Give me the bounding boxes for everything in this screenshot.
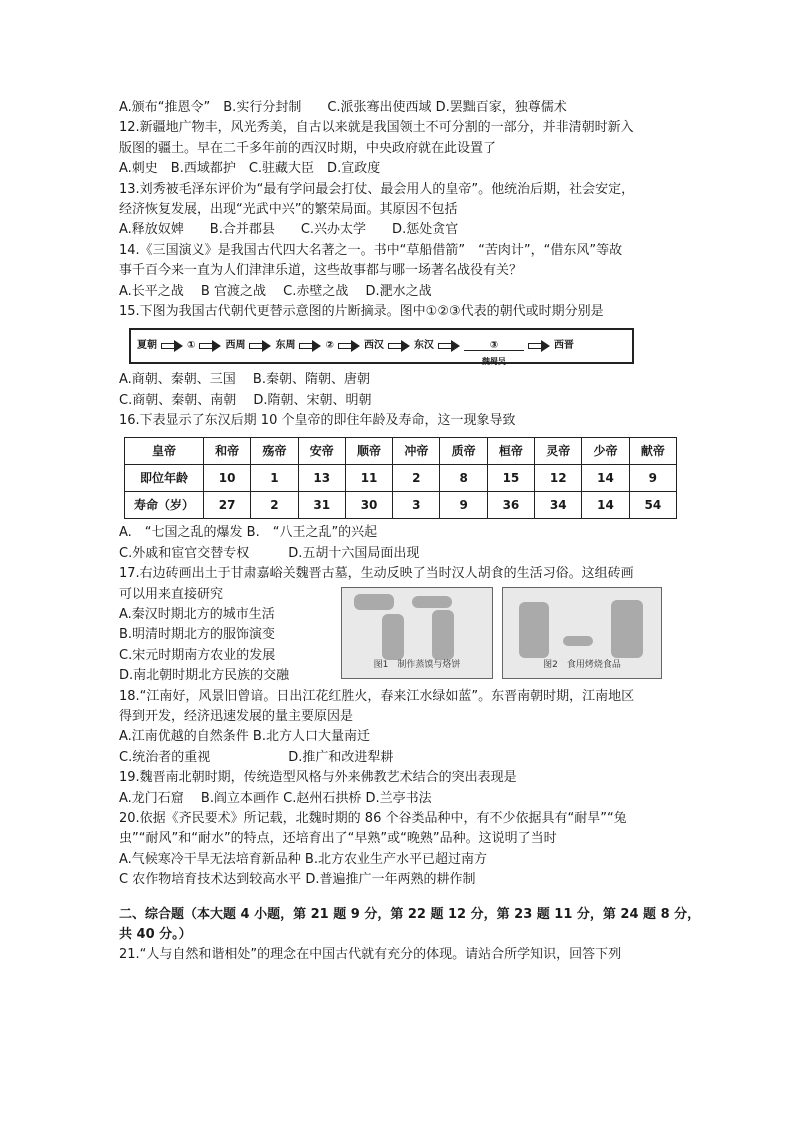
table-cell: 少帝: [582, 438, 629, 465]
table-cell: 质帝: [440, 438, 487, 465]
q20-options-a: A.气候寒冷干旱无法培育新品种 B.北方农业生产水平已超过南方: [119, 851, 487, 867]
exam-page: [119, 98, 701, 966]
q12-stem: 12.新疆地广物丰，风光秀美，自古以来就是我国领土不可分割的一部分，并非清朝时新入: [119, 120, 634, 136]
q17-stem-cont: 可以用来直接研究: [119, 586, 224, 602]
table-cell: 31: [298, 492, 345, 519]
table-row: [125, 492, 677, 519]
table-cell: 12: [535, 465, 582, 492]
q20-stem: 20.依据《齐民要术》所记载，北魏时期的 86 个谷类品种中，有不少依据具有“耐旱”“兔: [119, 810, 627, 826]
q12-options: A.刺史 B.西域都护 C.驻藏大臣 D.宣政度: [119, 161, 381, 177]
q17-stem: 17.右边砖画出土于甘肃嘉峪关魏晋古墓，生动反映了当时汉人胡食的生活习俗。这组砖画: [119, 566, 634, 582]
figure-shape: [611, 600, 643, 658]
table-cell: 14: [582, 465, 629, 492]
arrow-icon: [199, 340, 221, 352]
arrow-icon: [338, 340, 360, 352]
q15-options-a: A.商朝、秦朝、三国 B.秦朝、隋朝、唐朝: [119, 372, 370, 388]
table-header-cell: 寿命（岁）: [125, 492, 204, 519]
q16-options-b: C.外戚和宦官交替专权 D.五胡十六国局面出现: [119, 545, 420, 561]
q18-options-a: A.江南优越的自然条件 B.北方人口大量南迁: [119, 729, 370, 745]
table-cell: 13: [298, 465, 345, 492]
q14-stem-cont: 事千百今来一直为人们津津乐道，这些故事都与哪一场著名战役有关？: [119, 263, 523, 279]
table-cell: 献帝: [629, 438, 676, 465]
q18-options-b: C.统治者的重视 D.推广和改进犁耕: [119, 749, 394, 765]
figure-shape: [412, 596, 452, 608]
table-cell: 10: [204, 465, 251, 492]
table-cell: 灵帝: [535, 438, 582, 465]
table-cell: 2: [393, 465, 440, 492]
q16-options-a: A. “七国之乱的爆发 B. “八王之乱”的兴起: [119, 525, 378, 541]
table-cell: 桓帝: [487, 438, 534, 465]
emperor-table: [124, 437, 677, 519]
table-cell: 14: [582, 492, 629, 519]
table-cell: 1: [251, 465, 298, 492]
timeline-item-3: [464, 336, 524, 367]
table-cell: 顺帝: [345, 438, 392, 465]
q14-options: A.长平之战 B 官渡之战 C.赤壁之战 D.淝水之战: [119, 283, 432, 299]
arrow-icon: [161, 340, 183, 352]
timeline-item: 夏朝: [137, 340, 157, 352]
q12-stem-cont: 版图的疆土。早在二千多年前的西汉时期，中央政府就在此设置了: [119, 140, 497, 156]
table-cell: 54: [629, 492, 676, 519]
table-cell: 30: [345, 492, 392, 519]
q16-stem: 16.下表显示了东汉后期 10 个皇帝的即住年龄及寿命，这一现象导致: [119, 413, 516, 429]
q17-option-c: C.宋元时期南方农业的发展: [119, 647, 276, 663]
table-cell: 27: [204, 492, 251, 519]
table-cell: 34: [535, 492, 582, 519]
q21-stem: 21.“人与自然和谐相处”的理念在中国古代就有充分的体现。请站合所学知识，回答下列: [119, 947, 622, 963]
q20-stem-cont: 虫”“耐风”和“耐水”的特点，还培育出了“早熟”或“晚熟”品种。这说明了当时: [119, 831, 557, 847]
timeline-item: ①: [187, 340, 196, 352]
arrow-icon: [299, 340, 321, 352]
figure-shape: [563, 636, 593, 646]
q18-stem: 18.“江南好，风景旧曾谙。日出江花红胜火，春来江水绿如蓝”。东晋南朝时期，江南地区: [119, 688, 635, 704]
table-cell: 11: [345, 465, 392, 492]
dynasty-timeline: [129, 328, 634, 367]
section-2-heading: 二、综合题（本大题 4 小题，第 21 题 9 分，第 22 题 12 分，第 23 题 11 分，第 24 题 8 分，: [119, 906, 701, 922]
arrow-icon: [249, 340, 271, 352]
brick-painting-2: [502, 587, 662, 679]
q20-options-b: C 农作物培育技术达到较高水平 D.普遍推广一年两熟的耕作制: [119, 872, 476, 888]
q13-stem: 13.刘秀被毛泽东评价为“最有学问最会打仗、最会用人的皇帝”。他统治后期，社会安定，: [119, 181, 635, 197]
q11-options: A.颁布“推恩令” B.实行分封制 C.派张骞出使西域 D.罢黜百家，独尊儒术: [119, 100, 567, 115]
q17-option-b: B.明清时期北方的服饰演变: [119, 627, 276, 643]
timeline-item: ②: [325, 340, 334, 352]
q17-options: [119, 585, 334, 687]
table-cell: 8: [440, 465, 487, 492]
timeline-sub-label: 魏蜀吴: [464, 350, 524, 372]
arrow-icon: [388, 340, 410, 352]
arrow-icon: [438, 340, 460, 352]
q17-option-d: D.南北朝时期北方民族的交融: [119, 668, 290, 684]
arrow-icon: [528, 340, 550, 352]
table-cell: 36: [487, 492, 534, 519]
table-cell: 殇帝: [251, 438, 298, 465]
q13-options: A.释放奴婢 B.合并郡县 C.兴办太学 D.惩处贪官: [119, 222, 459, 238]
table-row: [125, 465, 677, 492]
timeline-item: ③: [489, 340, 499, 352]
q13-stem-cont: 经济恢复发展，出现“光武中兴”的繁荣局面。其原因不包括: [119, 201, 458, 217]
table-cell: 9: [440, 492, 487, 519]
q15-stem: 15.下图为我国古代朝代更替示意图的片断摘录。图中①②③代表的朝代或时期分别是: [119, 303, 604, 319]
timeline-item: 西汉: [363, 340, 384, 352]
table-cell: 冲帝: [393, 438, 440, 465]
figure-shape: [432, 610, 454, 660]
timeline-item: 西周: [225, 340, 246, 352]
figure-shape: [354, 594, 394, 610]
table-header-cell: 即位年龄: [125, 465, 204, 492]
table-header-cell: 皇帝: [125, 438, 204, 465]
timeline-item: 东周: [275, 340, 296, 352]
section-2-heading-cont: 共 40 分。）: [119, 926, 192, 942]
figure-shape: [519, 602, 549, 658]
q17-option-a: A.秦汉时期北方的城市生活: [119, 607, 275, 623]
section-2: [119, 905, 701, 966]
figure-shape: [382, 614, 404, 660]
picture-caption: 图2 食用烤烧食品: [543, 660, 621, 671]
picture-caption: 图1 制作蒸馍与烙饼: [373, 660, 461, 671]
q19-stem: 19.魏晋南北朝时期，传统造型风格与外来佛教艺术结合的突出表现是: [119, 770, 517, 786]
table-cell: 15: [487, 465, 534, 492]
q14-stem: 14.《三国演义》是我国古代四大名著之一。书中“草船借箭” “苦肉计”，“借东风”等故: [119, 242, 623, 258]
q15-options-b: C.商朝、秦朝、南朝 D.隋朝、宋朝、明朝: [119, 392, 372, 408]
q17-block: [119, 585, 679, 687]
timeline-item: 东汉: [413, 340, 434, 352]
q19-options: A.龙门石窟 B.阎立本画作 C.赵州石拱桥 D.兰亭书法: [119, 790, 432, 806]
table-cell: 9: [629, 465, 676, 492]
brick-painting-1: [341, 587, 493, 679]
table-cell: 安帝: [298, 438, 345, 465]
timeline-item: 西晋: [553, 340, 574, 352]
table-cell: 3: [393, 492, 440, 519]
q18-stem-cont: 得到开发，经济迅速发展的量主要原因是: [119, 709, 354, 725]
table-row: [125, 438, 677, 465]
table-cell: 和帝: [204, 438, 251, 465]
table-cell: 2: [251, 492, 298, 519]
